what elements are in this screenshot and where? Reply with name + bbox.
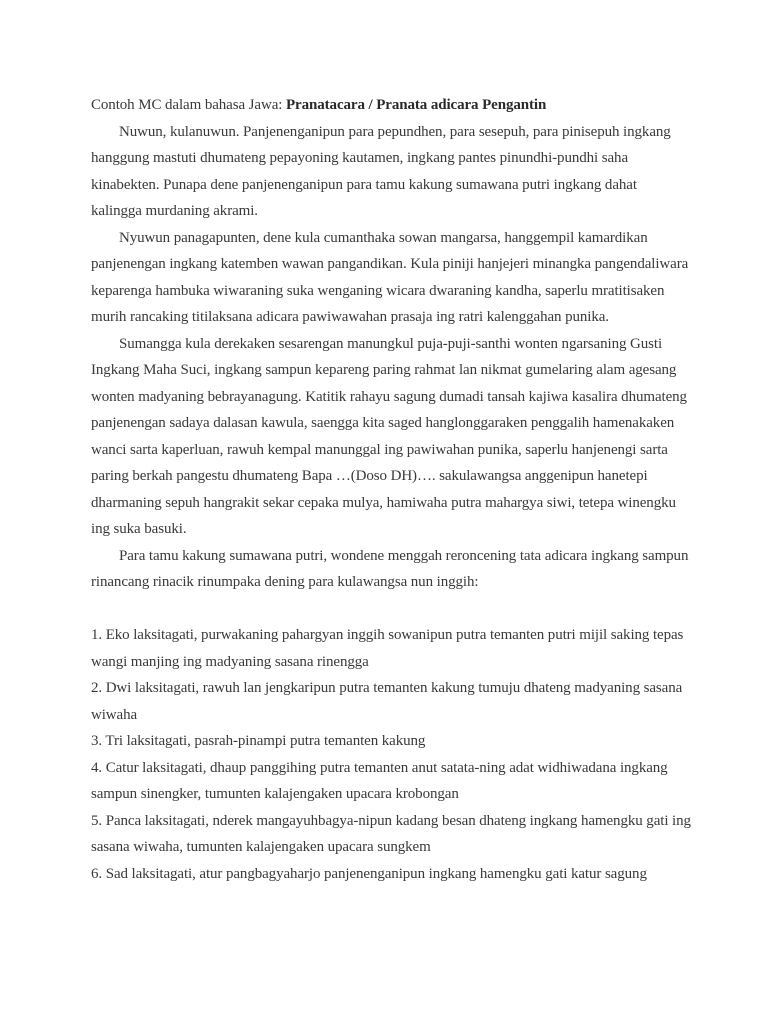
agenda-list <box>91 622 691 887</box>
list-item: 2. Dwi laksitagati, rawuh lan jengkaripun putra temanten kakung tumuju dhateng madyaning sasana wiwaha <box>91 680 683 723</box>
list-item: 1. Eko laksitagati, purwakaning pahargyan inggih sowanipun putra temanten putri mijil saking tepas wangi manjing ing madyaning sasana rinengga <box>91 627 684 670</box>
list-item: 4. Catur laksitagati, dhaup panggihing putra temanten anut satata-ning adat widhiwadana ingkang sampun sinengker, tumunten kalajengaken upacara krobongan <box>91 759 668 802</box>
title-prefix: Contoh MC dalam bahasa Jawa: <box>91 97 286 113</box>
document-page <box>91 92 691 887</box>
title-bold: Pranatacara / Pranata adicara Pengantin <box>285 97 547 113</box>
paragraph-agenda-intro: Para tamu kakung sumawana putri, wondene menggah reroncening tata adicara ingkang sampun rinancang rinacik rinumpaka dening para kulawangsa nun inggih: <box>91 547 689 590</box>
list-item: 5. Panca laksitagati, nderek mangayuhbagya-nipun kadang besan dhateng ingkang hamengku gati ing sasana wiwaha, tumunten kalajengaken upacara sungkem <box>91 812 691 855</box>
list-item: 6. Sad laksitagati, atur pangbagyaharjo panjenenganipun ingkang hamengku gati katur sagung <box>91 865 647 882</box>
list-item: 3. Tri laksitagati, pasrah-pinampi putra temanten kakung <box>91 733 426 749</box>
document-title <box>91 92 691 119</box>
paragraph-opening: Nuwun, kulanuwun. Panjenenganipun para pepundhen, para sesepuh, para pinisepuh ingkang hanggung mastuti dhumateng pepayoning kautamen, ingkang pantes pinundhi-pundhi saha kinabekten. Punapa dene panjenenganipun para tamu kakung sumawana putri ingkang dahat kalingga murdaning akrami. <box>91 123 671 219</box>
paragraph-apology: Nyuwun panagapunten, dene kula cumanthaka sowan mangarsa, hanggempil kamardikan panjenengan ingkang katemben wawan pangandikan. Kula piniji hanjejeri minangka pangendaliwara keparenga hambuka wiwaraning suka wenganing wicara dwaraning kandha, saperlu mratitisaken murih rancaking titilaksana adicara pawiwawahan prasaja ing ratri kalenggahan punika. <box>91 229 689 325</box>
paragraph-prayer: Sumangga kula derekaken sesarengan manungkul puja-puji-santhi wonten ngarsaning Gusti Ingkang Maha Suci, ingkang sampun kepareng paring rahmat lan nikmat gumelaring alam agesang wonten madyaning bebrayanagung. Katitik rahayu sagung dumadi tansah kajiwa kasalira dhumateng panjenengan sadaya dalasan kawula, saengga kita saged hanglonggaraken penggalih hamenakaken wanci sarta kaperluan, rawuh kempal manunggal ing pawiwahan punika, saperlu hanjenengi sarta paring berkah pangestu dhumateng Bapa …(Doso DH)…. sakulawangsa anggenipun hanetepi dharmaning sepuh hangrakit sekar cepaka mulya, hamiwaha putra mahargya siwi, tetepa winengku ing suka basuki. <box>91 335 687 537</box>
blank-line <box>91 596 691 623</box>
